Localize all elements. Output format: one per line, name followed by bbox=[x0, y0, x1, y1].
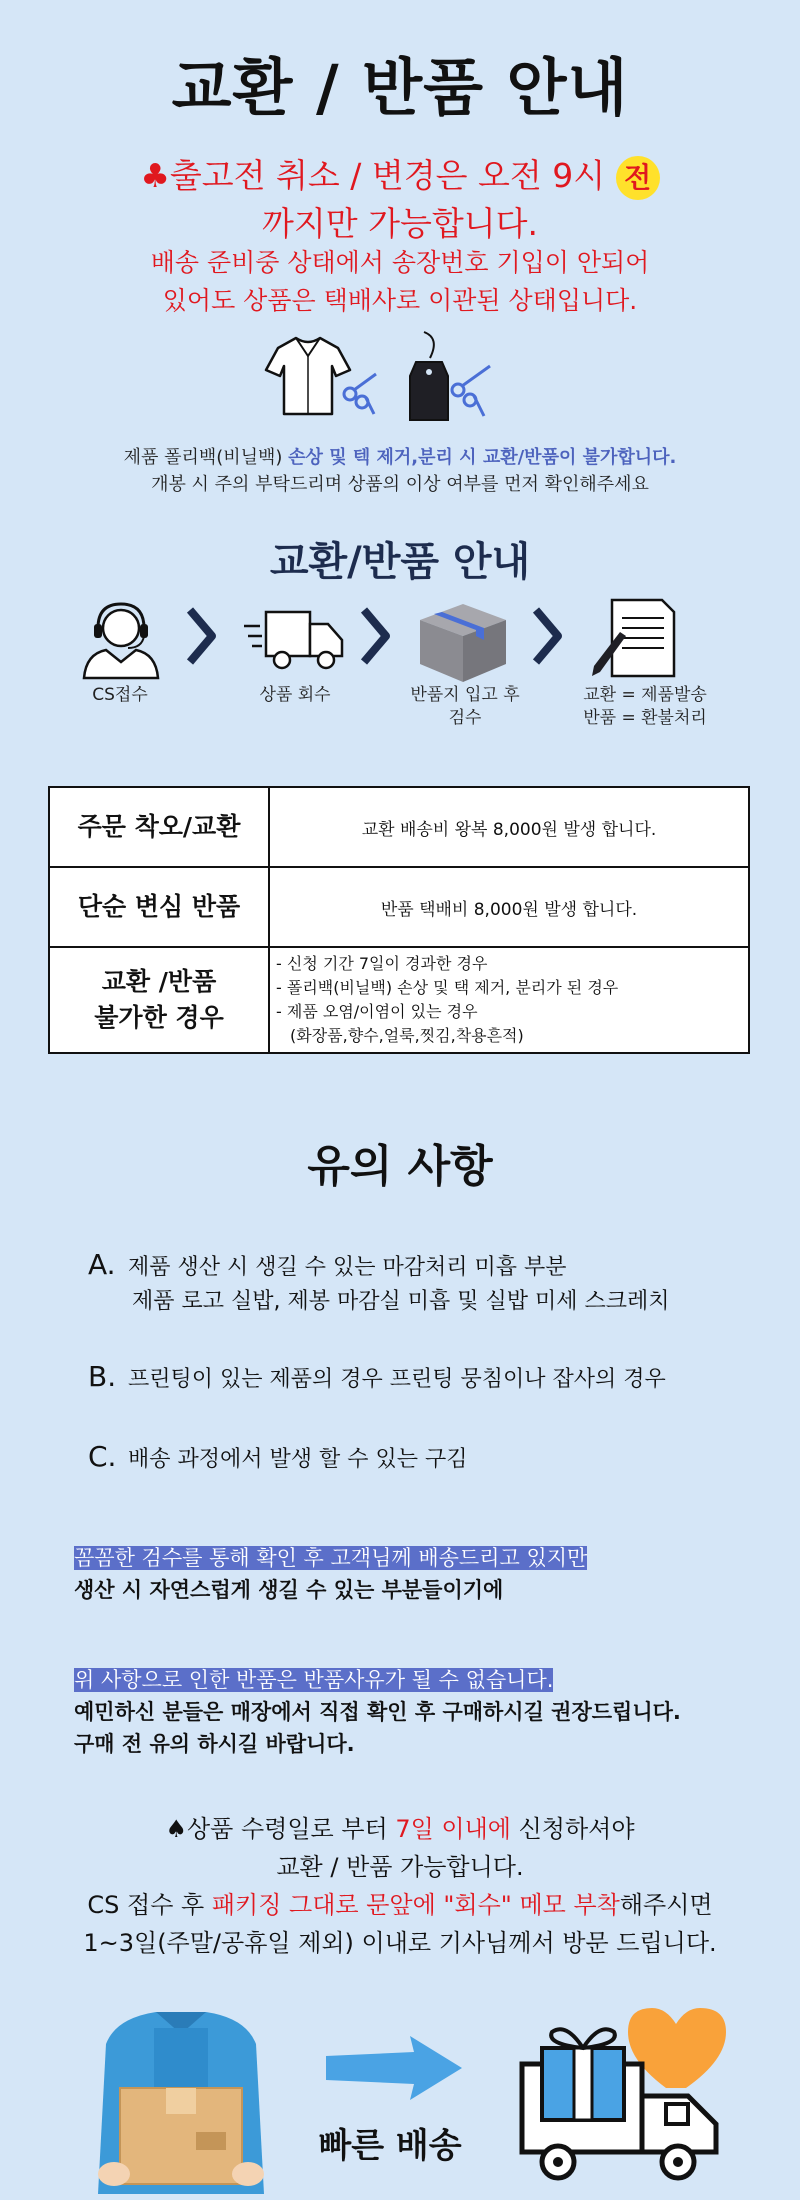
notice-text: 출고전 취소 / 변경은 오전 9시 bbox=[169, 156, 606, 195]
table-list-line: - 신청 기간 7일이 경과한 경우 bbox=[276, 954, 488, 973]
process-title: 교환/반품 안내 bbox=[269, 539, 531, 585]
table-head-cell bbox=[49, 947, 269, 1053]
notes-title: 유의 사항 bbox=[307, 1141, 493, 1192]
shirt-scissors-icon bbox=[258, 330, 378, 420]
instruction-text: 신청하셔야 bbox=[510, 1815, 635, 1843]
block-text: 생산 시 자연스럽게 생길 수 있는 부분들이기에 bbox=[74, 1578, 504, 1602]
fast-delivery-label: 빠른 배송 bbox=[318, 2126, 462, 2166]
highlighted-text: 위 사항으로 인한 반품은 반품사유가 될 수 없습니다. bbox=[74, 1668, 554, 1692]
item-letter: B. bbox=[88, 1360, 117, 1393]
arrow-right-icon bbox=[322, 2034, 466, 2104]
policy-table bbox=[48, 786, 750, 1054]
table-row bbox=[49, 787, 749, 867]
item-text: 프린팅이 있는 제품의 경우 프린팅 뭉침이나 잡사의 경우 bbox=[128, 1367, 666, 1392]
table-head-line: 불가한 경우 bbox=[94, 1003, 224, 1032]
list-item bbox=[88, 1248, 669, 1319]
instruction-text: 상품 수령일로 부터 bbox=[186, 1815, 396, 1843]
notice-block-2 bbox=[74, 1664, 681, 1760]
caution-line-2: 개봉 시 주의 부탁드리며 상품의 이상 여부를 먼저 확인해주세요 bbox=[151, 474, 649, 495]
instruction-red-text: 패키징 그대로 문앞에 "회수" 메모 부착 bbox=[211, 1891, 620, 1919]
item-letter: A. bbox=[88, 1248, 116, 1281]
step-label-line: 반품지 입고 후 bbox=[410, 685, 520, 705]
club-suit-icon: ♣ bbox=[140, 156, 170, 195]
list-item bbox=[88, 1360, 666, 1397]
delivery-truck-icon bbox=[244, 604, 346, 674]
table-list-line: - 제품 오염/이염이 있는 경우 bbox=[276, 1002, 478, 1021]
table-list-line: - 폴리백(비닐백) 손상 및 택 제거, 분리가 된 경우 bbox=[276, 978, 619, 997]
item-text: 제품 생산 시 생길 수 있는 마감처리 미흡 부분 bbox=[128, 1255, 567, 1280]
notice-line-1 bbox=[0, 150, 800, 200]
step-label-line: 교환 = 제품발송 bbox=[583, 685, 707, 705]
step-arrow-icon bbox=[532, 606, 562, 666]
delivery-person-icon bbox=[96, 2004, 266, 2194]
item-text: 배송 과정에서 발생 할 수 있는 구김 bbox=[128, 1447, 468, 1472]
caution-line-1 bbox=[0, 444, 800, 471]
table-row bbox=[49, 947, 749, 1053]
spade-suit-icon: ♠ bbox=[165, 1815, 187, 1843]
table-head-cell: 주문 착오/교환 bbox=[49, 787, 269, 867]
caution-text bbox=[0, 444, 800, 498]
document-pen-icon bbox=[590, 596, 680, 680]
table-value-cell bbox=[269, 947, 749, 1053]
instruction-text: CS 접수 후 bbox=[87, 1891, 212, 1919]
notice-block-1 bbox=[74, 1542, 587, 1606]
notice-line-2: 까지만 가능합니다. bbox=[261, 204, 538, 243]
step-arrow-icon bbox=[186, 606, 216, 666]
table-head-line: 교환 /반품 bbox=[101, 967, 217, 996]
tag-scissors-icon bbox=[400, 328, 500, 424]
table-head-cell: 단순 변심 반품 bbox=[49, 867, 269, 947]
step-label-result bbox=[570, 684, 720, 730]
box-icon bbox=[416, 600, 510, 684]
instruction-text: 1~3일(주말/공휴일 제외) 이내로 기사님께서 방문 드립니다. bbox=[83, 1929, 717, 1957]
item-letter: C. bbox=[88, 1440, 117, 1473]
table-list-line: (화장품,향수,얼룩,찟김,착용흔적) bbox=[290, 1026, 524, 1045]
table-row bbox=[49, 867, 749, 947]
instruction-text: 교환 / 반품 가능합니다. bbox=[276, 1853, 524, 1881]
notice-detail-line: 있어도 상품은 택배사로 이관된 상태입니다. bbox=[162, 286, 638, 315]
caution-prefix: 제품 폴리백(비닐백) bbox=[123, 447, 289, 468]
step-label-line: 반품 = 환불처리 bbox=[583, 708, 707, 728]
step-label-inspect bbox=[390, 684, 540, 730]
notice-badge: 전 bbox=[616, 156, 660, 200]
item-text: 제품 로고 실밥, 제봉 마감실 미흡 및 실밥 미세 스크레치 bbox=[132, 1289, 670, 1314]
step-label-cs: CS접수 bbox=[92, 685, 148, 705]
step-arrow-icon bbox=[360, 606, 390, 666]
step-label-line: 검수 bbox=[448, 708, 482, 728]
table-value-cell: 교환 배송비 왕복 8,000원 발생 합니다. bbox=[269, 787, 749, 867]
gift-truck-icon bbox=[516, 1992, 736, 2192]
list-item bbox=[88, 1440, 468, 1477]
highlighted-text: 꼼꼼한 검수를 통해 확인 후 고객님께 배송드리고 있지만 bbox=[74, 1546, 588, 1570]
table-value-cell: 반품 택배비 8,000원 발생 합니다. bbox=[269, 867, 749, 947]
step-label-pickup: 상품 회수 bbox=[259, 685, 331, 705]
block-text: 예민하신 분들은 매장에서 직접 확인 후 구매하시길 권장드립니다. bbox=[74, 1700, 681, 1724]
notice-detail-line: 배송 준비중 상태에서 송장번호 기입이 안되어 bbox=[150, 248, 650, 277]
page-title: 교환 / 반품 안내 bbox=[171, 51, 629, 124]
block-text: 구매 전 유의 하시길 바랍니다. bbox=[74, 1732, 355, 1756]
return-instructions bbox=[0, 1810, 800, 1962]
instruction-text: 해주시면 bbox=[619, 1891, 713, 1919]
instruction-red-text: 7일 이내에 bbox=[395, 1815, 511, 1843]
notice-detail bbox=[0, 244, 800, 320]
headset-agent-icon bbox=[76, 596, 166, 680]
caution-highlight: 손상 및 텍 제거,분리 시 교환/반품이 불가합니다. bbox=[288, 447, 677, 468]
